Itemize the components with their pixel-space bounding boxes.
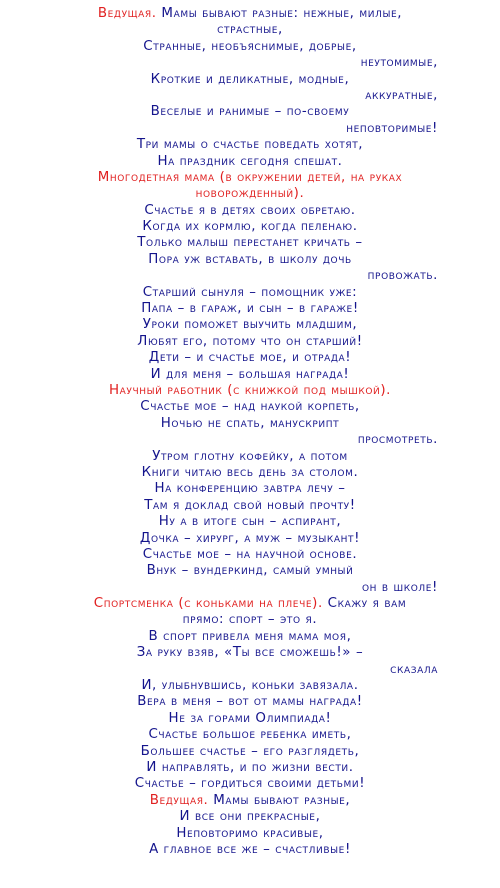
poem-line xyxy=(0,727,500,743)
line-text: Папа – в гараж, и сын – в гараже! xyxy=(141,301,359,317)
poem-line xyxy=(0,154,500,170)
line-text: Странные, необъяснимые, добрые, xyxy=(143,38,357,54)
poem-line xyxy=(0,416,500,432)
speaker-label: новорожденный). xyxy=(195,186,305,202)
line-text: Большее счастье – его разглядеть, xyxy=(140,743,360,759)
poem-line xyxy=(0,252,500,268)
line-text: сказала xyxy=(390,661,438,677)
line-text: Ночью не спать, манускрипт xyxy=(160,415,340,431)
poem-line xyxy=(0,498,500,514)
poem-line xyxy=(0,809,500,825)
poem-line xyxy=(0,694,500,710)
line-text: Книги читаю весь день за столом. xyxy=(141,464,359,480)
poem-line xyxy=(0,219,500,235)
poem-line xyxy=(0,547,500,563)
speaker-label: Многодетная мама (в окружении детей, на руках xyxy=(97,169,403,185)
line-text: Три мамы о счастье поведать хотят, xyxy=(136,137,364,153)
poem-line xyxy=(0,580,500,596)
line-text: неповторимые! xyxy=(346,120,438,136)
poem-line xyxy=(0,235,500,251)
poem-line xyxy=(0,449,500,465)
speaker-label: Научный работник (с книжкой под мышкой). xyxy=(108,382,392,398)
line-text: Уроки поможет выучить младшим, xyxy=(142,317,358,333)
line-text: Вера в меня – вот от мамы награда! xyxy=(137,694,363,710)
line-text: Мамы бывают разные: нежные, милые, xyxy=(156,6,403,21)
line-text: страстные, xyxy=(217,22,283,38)
speaker-label: Спортсменка (с коньками на плече). xyxy=(93,596,323,612)
poem-line xyxy=(0,514,500,530)
poem-line xyxy=(0,301,500,317)
line-text: Там я доклад свой новый прочту! xyxy=(144,497,356,513)
poem-line xyxy=(0,104,500,120)
poem-line xyxy=(0,678,500,694)
line-text: На праздник сегодня спешат. xyxy=(157,153,343,169)
line-text: Счастье большое ребенка иметь, xyxy=(148,727,352,743)
poem-line xyxy=(0,39,500,55)
poem-line xyxy=(0,88,500,104)
line-text: Когда их кормлю, когда пеленаю. xyxy=(142,219,358,235)
speaker-label: Ведущая. xyxy=(149,792,209,808)
line-text: И для меня – большая награда! xyxy=(150,366,350,382)
poem-line xyxy=(0,334,500,350)
line-text: Счастье мое – на научной основе. xyxy=(142,546,358,562)
poem-line xyxy=(0,760,500,776)
line-text: он в школе! xyxy=(361,579,438,595)
poem-line xyxy=(0,596,500,612)
line-text: Счастье мое – над наукой корпеть, xyxy=(140,399,360,415)
poem-line xyxy=(0,55,500,71)
poem-line xyxy=(0,350,500,366)
poem-line xyxy=(0,744,500,760)
poem-line xyxy=(0,842,500,858)
poem-line xyxy=(0,203,500,219)
line-text: Дети – и счастье мое, и отрада! xyxy=(148,350,352,366)
line-text: Старший сынуля – помощник уже: xyxy=(142,284,358,300)
line-text: За руку взяв, «Ты все сможешь!» – xyxy=(136,645,364,661)
poem-line xyxy=(0,662,500,678)
poem-line xyxy=(0,285,500,301)
line-text: просмотреть. xyxy=(357,432,438,448)
line-text: Мамы бывают разные, xyxy=(208,792,351,808)
speaker-label: Ведущая. xyxy=(97,6,157,21)
poem-line xyxy=(0,121,500,137)
line-text: Пора уж вставать, в школу дочь xyxy=(148,251,352,267)
line-text: Счастье я в детях своих обретаю. xyxy=(144,202,356,218)
poem-line xyxy=(0,612,500,628)
line-text: Только малыш перестанет кричать – xyxy=(137,235,363,251)
poem-line xyxy=(0,186,500,202)
line-text: Ну а в итоге сын – аспирант, xyxy=(158,514,342,530)
poem-line xyxy=(0,72,500,88)
poem-line xyxy=(0,465,500,481)
line-text: Кроткие и деликатные, модные, xyxy=(150,71,350,87)
line-text: На конференцию завтра лечу – xyxy=(154,481,346,497)
line-text: Не за горами Олимпиада! xyxy=(168,710,332,726)
line-text: Утром глотну кофейку, а потом xyxy=(152,448,348,464)
poem-line xyxy=(0,317,500,333)
poem-line xyxy=(0,268,500,284)
poem-line xyxy=(0,793,500,809)
line-text: Веселые и ранимые – по-своему xyxy=(150,104,350,120)
poem-line xyxy=(0,563,500,579)
line-text: А главное все же – счастливые! xyxy=(149,841,351,857)
line-text: Неповторимо красивые, xyxy=(176,825,324,841)
poem-line xyxy=(0,645,500,661)
poem-line xyxy=(0,826,500,842)
line-text: Счастье – гордиться своими детьми! xyxy=(134,776,366,792)
poem-line xyxy=(0,170,500,186)
line-text: И, улыбнувшись, коньки завязала. xyxy=(141,678,359,694)
line-text: Скажу я вам xyxy=(322,596,407,612)
line-text: неутомимые, xyxy=(360,55,438,71)
line-text: Любят его, потому что он старший! xyxy=(137,333,363,349)
poem-line xyxy=(0,137,500,153)
poem-line xyxy=(0,776,500,792)
poem-line xyxy=(0,367,500,383)
poem-line xyxy=(0,629,500,645)
poem-line xyxy=(0,399,500,415)
line-text: провожать. xyxy=(367,268,438,284)
poem-line xyxy=(0,432,500,448)
poem-line xyxy=(0,531,500,547)
line-text: прямо: спорт – это я. xyxy=(182,612,318,628)
poem-line xyxy=(0,481,500,497)
poem-line xyxy=(0,711,500,727)
line-text: Внук – вундеркинд, самый умный xyxy=(146,563,354,579)
line-text: Дочка – хирург, а муж – музыкант! xyxy=(139,530,361,546)
poem-text xyxy=(0,6,500,858)
line-text: И все они прекрасные, xyxy=(179,809,321,825)
poem-line xyxy=(0,6,500,22)
poem-line xyxy=(0,22,500,38)
poem-line xyxy=(0,383,500,399)
line-text: И направлять, и по жизни вести. xyxy=(146,759,354,775)
line-text: В спорт привела меня мама моя, xyxy=(148,628,352,644)
line-text: аккуратные, xyxy=(365,87,438,103)
